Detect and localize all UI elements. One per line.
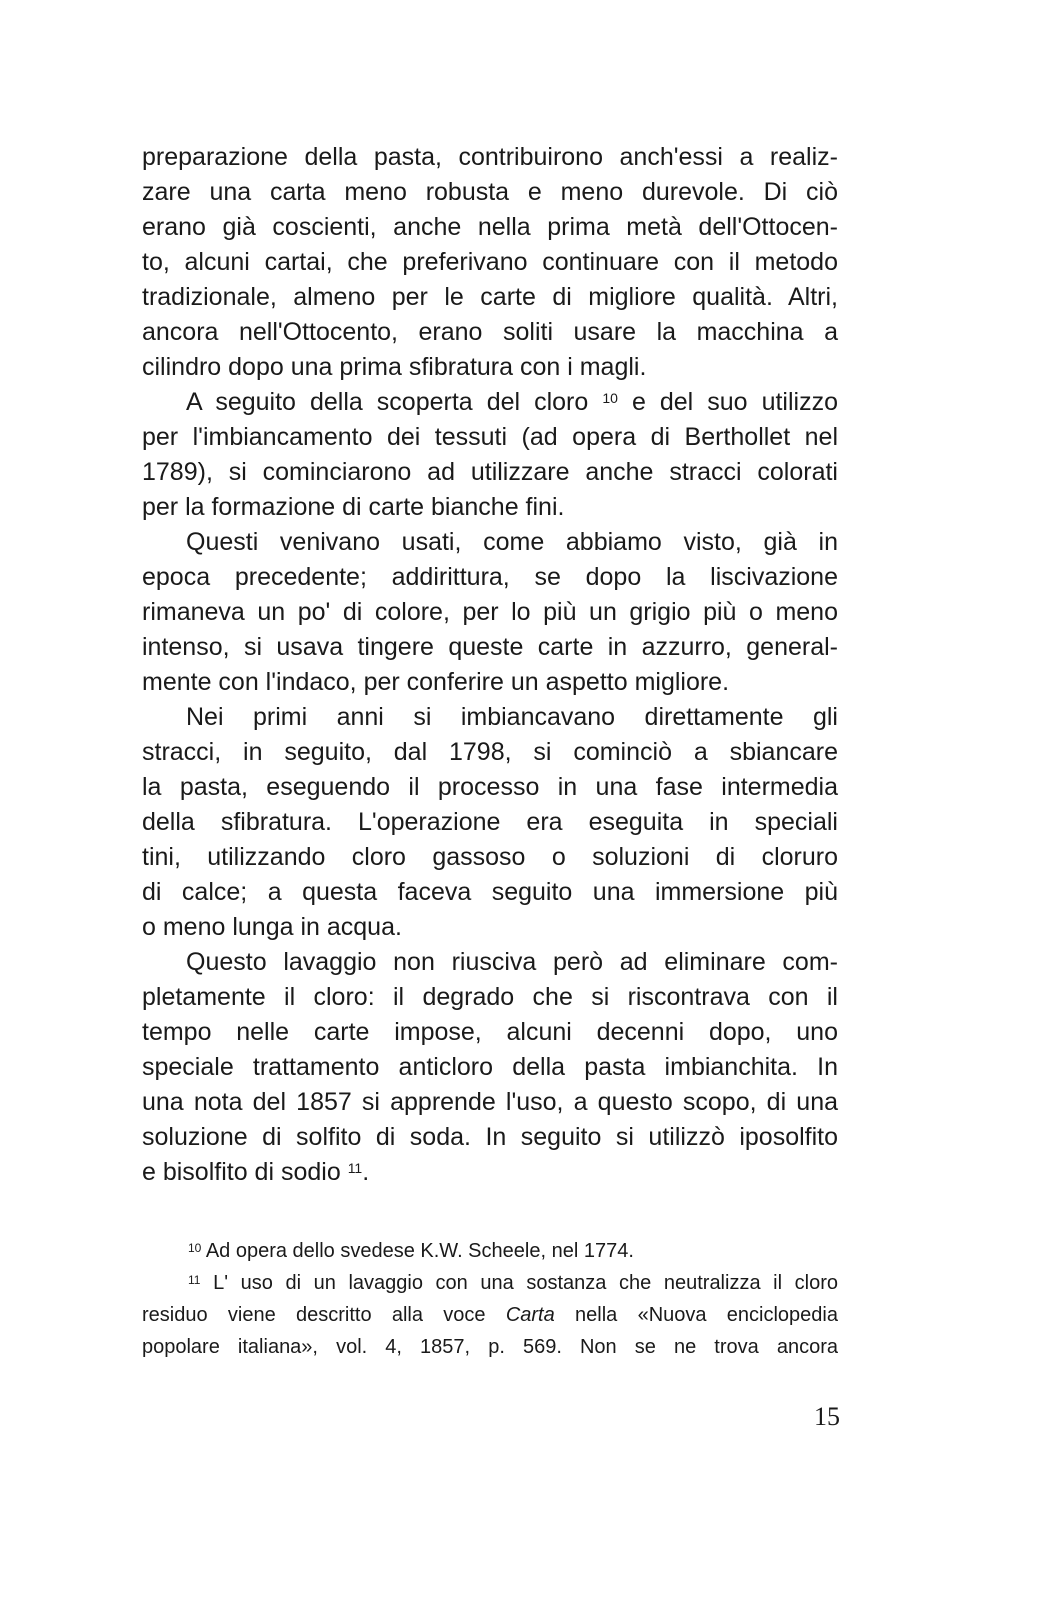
footnote-marker: 11 — [188, 1273, 201, 1287]
text-line: Questi venivano usati, come abbiamo visto, già in — [186, 528, 838, 556]
footnote-italic-term: Carta — [505, 1304, 555, 1326]
footnote-10 — [142, 1235, 838, 1267]
footnote-text: nella «Nuova enciclopedia — [575, 1304, 838, 1326]
footnote-reference: 11 — [347, 1160, 363, 1176]
text-line: della sfibratura. L'operazione era eseguita in speciali — [142, 808, 838, 836]
text-line: cilindro dopo una prima sfibratura con i magli. — [142, 353, 647, 381]
text-line: epoca precedente; addirittura, se dopo la liscivazione — [142, 563, 838, 591]
text-segment: A seguito della scoperta del cloro — [186, 388, 589, 416]
footnote-reference: 10 — [602, 390, 618, 406]
text-line: per l'imbiancamento dei tessuti (ad opera di Berthollet nel — [142, 423, 838, 451]
text-line: la pasta, eseguendo il processo in una fase intermedia — [142, 773, 838, 801]
text-line: mente con l'indaco, per conferire un aspetto migliore. — [142, 668, 730, 696]
text-line: rimaneva un po' di colore, per lo più un grigio più o meno — [142, 598, 838, 626]
footnotes — [142, 1235, 838, 1363]
footnote-marker: 10 — [188, 1241, 202, 1255]
text-line: Questo lavaggio non riusciva però ad eliminare com- — [186, 948, 838, 976]
footnote-11 — [142, 1267, 838, 1299]
text-line: 1789), si cominciarono ad utilizzare anche stracci colorati — [142, 458, 838, 486]
text-line: tempo nelle carte impose, alcuni decenni dopo, uno — [142, 1018, 838, 1046]
text-line: to, alcuni cartai, che preferivano continuare con il metodo — [142, 248, 838, 276]
footnote-text: Ad opera dello svedese K.W. Scheele, nel 1774. — [205, 1240, 634, 1262]
text-segment: e bisolfito di sodio — [142, 1158, 341, 1186]
text-line: intenso, si usava tingere queste carte in azzurro, general- — [142, 633, 838, 661]
text-line: tradizionale, almeno per le carte di migliore qualità. Altri, — [142, 283, 838, 311]
text-line: una nota del 1857 si apprende l'uso, a questo scopo, di una — [142, 1088, 838, 1116]
text-line: stracci, in seguito, dal 1798, si cominciò a sbiancare — [142, 738, 838, 766]
text-line: pletamente il cloro: il degrado che si riscontrava con il — [142, 983, 838, 1011]
text-line: o meno lunga in acqua. — [142, 913, 402, 941]
text-line — [142, 1155, 838, 1190]
text-line: preparazione della pasta, contribuirono anch'essi a realiz- — [142, 143, 838, 171]
text-line: di calce; a questa faceva seguito una immersione più — [142, 878, 838, 906]
text-line: tini, utilizzando cloro gassoso o soluzioni di cloruro — [142, 843, 838, 871]
text-line: soluzione di solfito di soda. In seguito si utilizzò iposolfito — [142, 1123, 838, 1151]
text-line: speciale trattamento anticloro della pasta imbianchita. In — [142, 1053, 838, 1081]
text-line: ancora nell'Ottocento, erano soliti usare la macchina a — [142, 318, 838, 346]
footnote-11-line: popolare italiana», vol. 4, 1857, p. 569. Non se ne trova ancora — [142, 1336, 838, 1358]
body-text — [142, 140, 838, 1190]
text-line: Nei primi anni si imbiancavano direttamente gli — [186, 703, 838, 731]
footnote-text: residuo viene descritto alla voce — [142, 1304, 486, 1326]
text-line: zare una carta meno robusta e meno durevole. Di ciò — [142, 178, 838, 206]
footnote-11-line — [142, 1299, 838, 1331]
text-line — [142, 385, 838, 420]
text-line: per la formazione di carte bianche fini. — [142, 493, 565, 521]
text-line: erano già coscienti, anche nella prima metà dell'Ottocen- — [142, 213, 838, 241]
page-number: 15 — [814, 1402, 840, 1431]
text-segment: . — [362, 1158, 370, 1186]
footnote-text: L' uso di un lavaggio con una sostanza che neutralizza il cloro — [213, 1272, 838, 1294]
text-segment: e del suo utilizzo — [631, 388, 838, 416]
